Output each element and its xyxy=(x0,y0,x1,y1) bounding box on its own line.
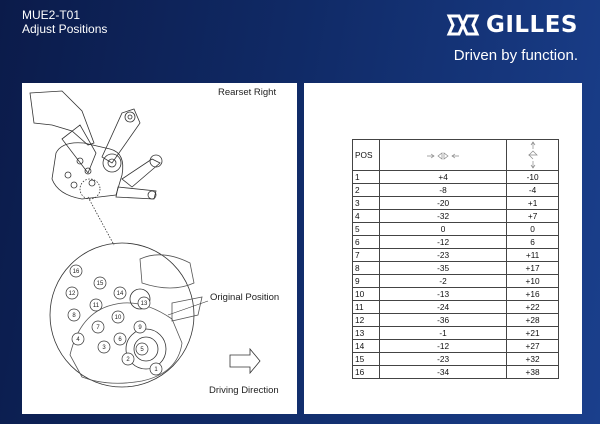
horizontal-offset-cell: -35 xyxy=(380,262,507,275)
horizontal-offset-cell: -2 xyxy=(380,275,507,288)
pos-cell: 11 xyxy=(353,301,380,314)
vertical-offset-cell: +10 xyxy=(507,275,559,288)
brand-tagline: Driven by function. xyxy=(453,47,578,64)
pos-cell: 12 xyxy=(353,314,380,327)
table-row xyxy=(353,197,559,210)
hole-number: 3 xyxy=(102,345,106,351)
hole-number: 5 xyxy=(140,347,144,353)
table-row xyxy=(353,314,559,327)
horizontal-offset-cell: -1 xyxy=(380,327,507,340)
table-row xyxy=(353,327,559,340)
pos-header: POS xyxy=(353,140,380,171)
brand-name: GILLES xyxy=(485,12,578,38)
hole-number: 16 xyxy=(72,269,80,275)
pos-cell: 2 xyxy=(353,184,380,197)
horizontal-offset-cell: +4 xyxy=(380,171,507,184)
pos-cell: 8 xyxy=(353,262,380,275)
diagram-title: Rearset Right xyxy=(218,87,277,98)
rearset-drawing xyxy=(22,83,297,414)
pos-cell: 3 xyxy=(353,197,380,210)
hole-number: 1 xyxy=(154,367,158,373)
vertical-offset-cell: 0 xyxy=(507,223,559,236)
vertical-offset-cell: +28 xyxy=(507,314,559,327)
vertical-offset-cell: -10 xyxy=(507,171,559,184)
hole-number: 10 xyxy=(114,315,122,321)
vertical-offset-cell: +17 xyxy=(507,262,559,275)
hole-number: 6 xyxy=(118,337,122,343)
table-row xyxy=(353,340,559,353)
document-header xyxy=(22,8,107,36)
vertical-offset-cell: +11 xyxy=(507,249,559,262)
horizontal-offset-cell: -32 xyxy=(380,210,507,223)
vertical-offset-cell: +1 xyxy=(507,197,559,210)
table-row xyxy=(353,275,559,288)
pos-cell: 16 xyxy=(353,366,380,379)
gilles-logo-icon xyxy=(446,12,480,38)
vertical-arrows-icon xyxy=(527,141,539,169)
horizontal-offset-cell: -13 xyxy=(380,288,507,301)
hole-number: 11 xyxy=(92,303,100,309)
table-row xyxy=(353,288,559,301)
table-row xyxy=(353,223,559,236)
table-row xyxy=(353,262,559,275)
vertical-header xyxy=(507,140,559,171)
hole-number: 7 xyxy=(96,325,100,331)
horizontal-offset-cell: -34 xyxy=(380,366,507,379)
driving-direction-label: Driving Direction xyxy=(209,385,279,396)
hole-number: 12 xyxy=(68,291,76,297)
hole-number: 8 xyxy=(72,313,76,319)
vertical-offset-cell: +7 xyxy=(507,210,559,223)
original-position-label: Original Position xyxy=(210,292,280,303)
pos-cell: 1 xyxy=(353,171,380,184)
pos-cell: 4 xyxy=(353,210,380,223)
hole-number: 9 xyxy=(138,325,142,331)
vertical-offset-cell: 6 xyxy=(507,236,559,249)
pos-cell: 6 xyxy=(353,236,380,249)
hole-number: 15 xyxy=(96,281,104,287)
pos-cell: 10 xyxy=(353,288,380,301)
horizontal-offset-cell: -12 xyxy=(380,340,507,353)
vertical-offset-cell: +22 xyxy=(507,301,559,314)
table-row xyxy=(353,249,559,262)
pos-cell: 7 xyxy=(353,249,380,262)
vertical-offset-cell: +21 xyxy=(507,327,559,340)
hole-number: 4 xyxy=(76,337,80,343)
table-panel xyxy=(304,83,582,414)
horizontal-arrows-icon xyxy=(425,151,461,161)
hole-number: 13 xyxy=(140,301,148,307)
vertical-offset-cell: -4 xyxy=(507,184,559,197)
horizontal-offset-cell: 0 xyxy=(380,223,507,236)
horizontal-offset-cell: -8 xyxy=(380,184,507,197)
vertical-offset-cell: +38 xyxy=(507,366,559,379)
document-subtitle: Adjust Positions xyxy=(22,22,108,36)
diagram-panel xyxy=(22,83,297,414)
table-row xyxy=(353,171,559,184)
table-row xyxy=(353,210,559,223)
table-header-row xyxy=(353,140,559,171)
brand-logo xyxy=(454,12,586,68)
product-code: MUE2-T01 xyxy=(22,8,81,22)
pos-cell: 14 xyxy=(353,340,380,353)
table-row xyxy=(353,353,559,366)
horizontal-offset-cell: -12 xyxy=(380,236,507,249)
position-table xyxy=(352,139,559,379)
table-row xyxy=(353,301,559,314)
hole-number: 2 xyxy=(126,357,130,363)
horizontal-offset-cell: -24 xyxy=(380,301,507,314)
horizontal-offset-cell: -36 xyxy=(380,314,507,327)
horizontal-offset-cell: -23 xyxy=(380,353,507,366)
hole-number: 14 xyxy=(116,291,124,297)
vertical-offset-cell: +16 xyxy=(507,288,559,301)
pos-cell: 5 xyxy=(353,223,380,236)
table-row xyxy=(353,366,559,379)
vertical-offset-cell: +27 xyxy=(507,340,559,353)
pos-cell: 15 xyxy=(353,353,380,366)
table-row xyxy=(353,236,559,249)
vertical-offset-cell: +32 xyxy=(507,353,559,366)
horizontal-header xyxy=(380,140,507,171)
table-row xyxy=(353,184,559,197)
horizontal-offset-cell: -23 xyxy=(380,249,507,262)
pos-cell: 13 xyxy=(353,327,380,340)
horizontal-offset-cell: -20 xyxy=(380,197,507,210)
pos-cell: 9 xyxy=(353,275,380,288)
